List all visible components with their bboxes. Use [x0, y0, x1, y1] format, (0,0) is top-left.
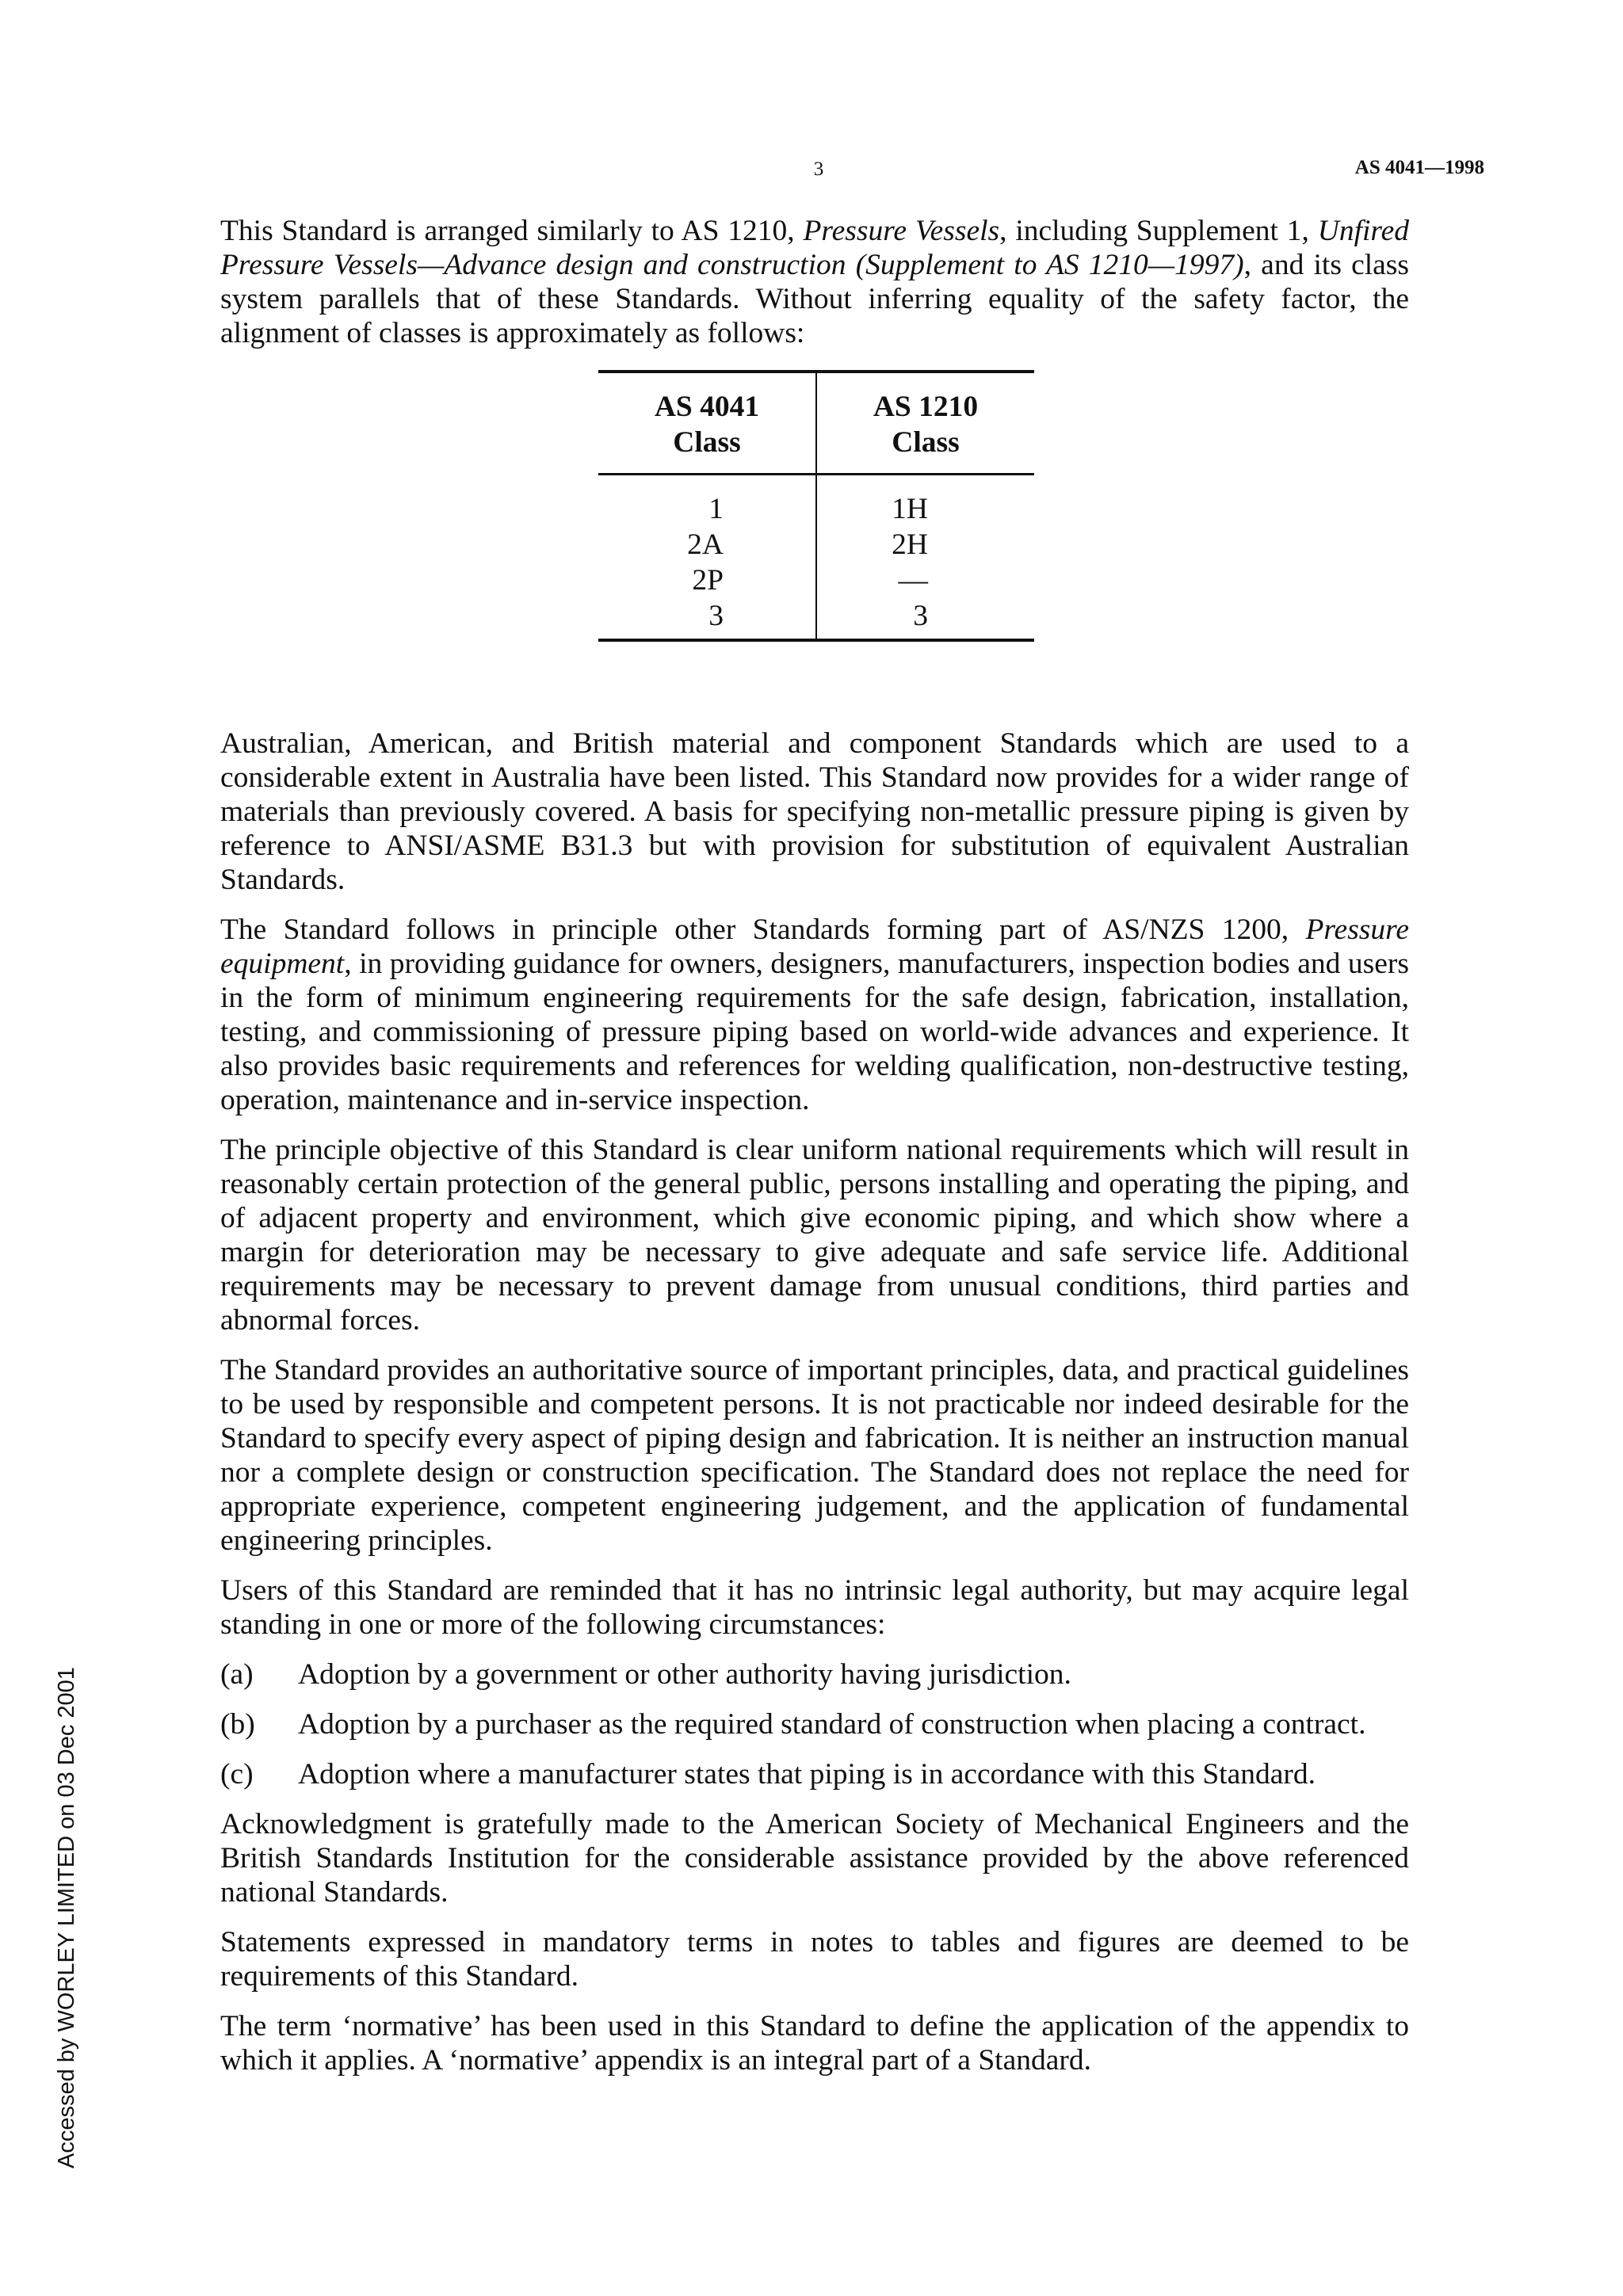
- list-item: [220, 1757, 1409, 1791]
- cell-value: 1: [708, 493, 724, 525]
- cell-value: —: [898, 564, 928, 597]
- intro-text-2: , including Supplement 1,: [999, 215, 1318, 247]
- access-stamp: Accessed by WORLEY LIMITED on 03 Dec 2001: [54, 1667, 79, 2168]
- cell-value: 1H: [892, 493, 928, 525]
- list-item-text: Adoption by a purchaser as the required standard of construction when placing a contract.: [298, 1708, 1366, 1741]
- list-marker: (c): [220, 1758, 254, 1791]
- list-item-text: Adoption by a government or other authority having jurisdiction.: [298, 1658, 1071, 1691]
- normative-paragraph: The term ‘normative’ has been used in this Standard to define the application of the appendix to which it applies. A ‘normative’ appendix is an integral part of a Standard.: [220, 2010, 1409, 2077]
- page-number: 3: [813, 158, 824, 180]
- document-id: AS 4041—1998: [1354, 157, 1484, 178]
- statements-paragraph: Statements expressed in mandatory terms in notes to tables and figures are deemed to be requirements of this Standard.: [220, 1926, 1409, 1993]
- table-cell: [598, 563, 816, 598]
- table-header-as4041: [598, 372, 816, 475]
- table-cell: [598, 598, 816, 640]
- header-line: AS 1210: [873, 391, 979, 423]
- materials-paragraph: Australian, American, and British material and component Standards which are used to a considerable extent in Australia have been listed. This Standard now provides for a wider range of materials than previously covered. A basis for specifying non-metallic pressure piping is given by reference to ANSI/ASME B31.3 but with provision for substitution of equivalent Australian Standards.: [220, 727, 1409, 896]
- principle-title: Pressure equipment: [220, 913, 1409, 980]
- principle-text-1: The Standard follows in principle other Standards forming part of AS/NZS 1200,: [220, 913, 1306, 946]
- table-cell: [816, 563, 1034, 598]
- intro-title-1: Pressure Vessels: [803, 215, 1000, 247]
- class-alignment-table: [598, 370, 1034, 642]
- list-marker: (b): [220, 1708, 255, 1741]
- table-row: [598, 527, 1034, 563]
- header-line: AS 4041: [654, 391, 760, 423]
- list-item: [220, 1657, 1409, 1691]
- list-item: [220, 1707, 1409, 1741]
- users-paragraph: Users of this Standard are reminded that it has no intrinsic legal authority, but may acquire legal standing in one or more of the following circumstances:: [220, 1574, 1409, 1641]
- table-row: [598, 475, 1034, 528]
- cell-value: 2H: [892, 528, 928, 561]
- circumstances-list: [220, 1657, 1409, 1791]
- header-line: Class: [892, 426, 960, 459]
- acknowledgment-paragraph: Acknowledgment is gratefully made to the American Society of Mechanical Engineers and the British Standards Institution for the considerable assistance provided by the above referenced national Standards.: [220, 1808, 1409, 1909]
- principle-paragraph: [220, 913, 1409, 1117]
- cell-value: 2A: [687, 528, 724, 561]
- table-row: [598, 563, 1034, 598]
- cell-value: 3: [708, 600, 724, 632]
- principle-text-2: , in providing guidance for owners, designers, manufacturers, inspection bodies and users in the form of minimum engineering requirements for the safe design, fabrication, installation, testing, and commissioning of pressure piping based on world-wide advances and experience. It also provides basic requirements and references for welding qualification, non-destructive testing, operation, maintenance and in-service inspection.: [220, 948, 1409, 1116]
- table-cell: [598, 475, 816, 528]
- header-line: Class: [673, 426, 741, 459]
- cell-value: 2P: [692, 564, 724, 597]
- table-header-row: [598, 372, 1034, 475]
- table-row: [598, 598, 1034, 640]
- class-table-container: [220, 370, 1409, 681]
- intro-text-1: This Standard is arranged similarly to AS 1210,: [220, 215, 804, 247]
- cell-value: 3: [913, 600, 928, 632]
- table-cell: [598, 527, 816, 563]
- page-body: [220, 214, 1409, 2093]
- intro-text-3: , and its class system parallels that of these Standards. Without inferring equality of the safety factor, the alignment of classes is approximately as follows:: [220, 249, 1409, 349]
- list-item-text: Adoption where a manufacturer states that piping is in accordance with this Standard.: [298, 1758, 1316, 1791]
- intro-title-2: Unfired Pressure Vessels—Advance design and construction (Supplement to AS 1210—1997): [220, 215, 1409, 281]
- authoritative-paragraph: The Standard provides an authoritative source of important principles, data, and practical guidelines to be used by responsible and competent persons. It is not practicable nor indeed desirable for the Standard to specify every aspect of piping design and fabrication. It is neither an instruction manual nor a complete design or construction specification. The Standard does not replace the need for appropriate experience, competent engineering judgement, and the application of fundamental engineering principles.: [220, 1354, 1409, 1557]
- list-marker: (a): [220, 1658, 254, 1691]
- table-cell: [816, 598, 1034, 640]
- table-cell: [816, 527, 1034, 563]
- objective-paragraph: The principle objective of this Standard is clear uniform national requirements which will result in reasonably certain protection of the general public, persons installing and operating the piping, and of adjacent property and environment, which give economic piping, and which show where a margin for deterioration may be necessary to give adequate and safe service life. Additional requirements may be necessary to prevent damage from unusual conditions, third parties and abnormal forces.: [220, 1134, 1409, 1337]
- table-header-as1210: [816, 372, 1034, 475]
- table-cell: [816, 475, 1034, 528]
- intro-paragraph: [220, 214, 1409, 350]
